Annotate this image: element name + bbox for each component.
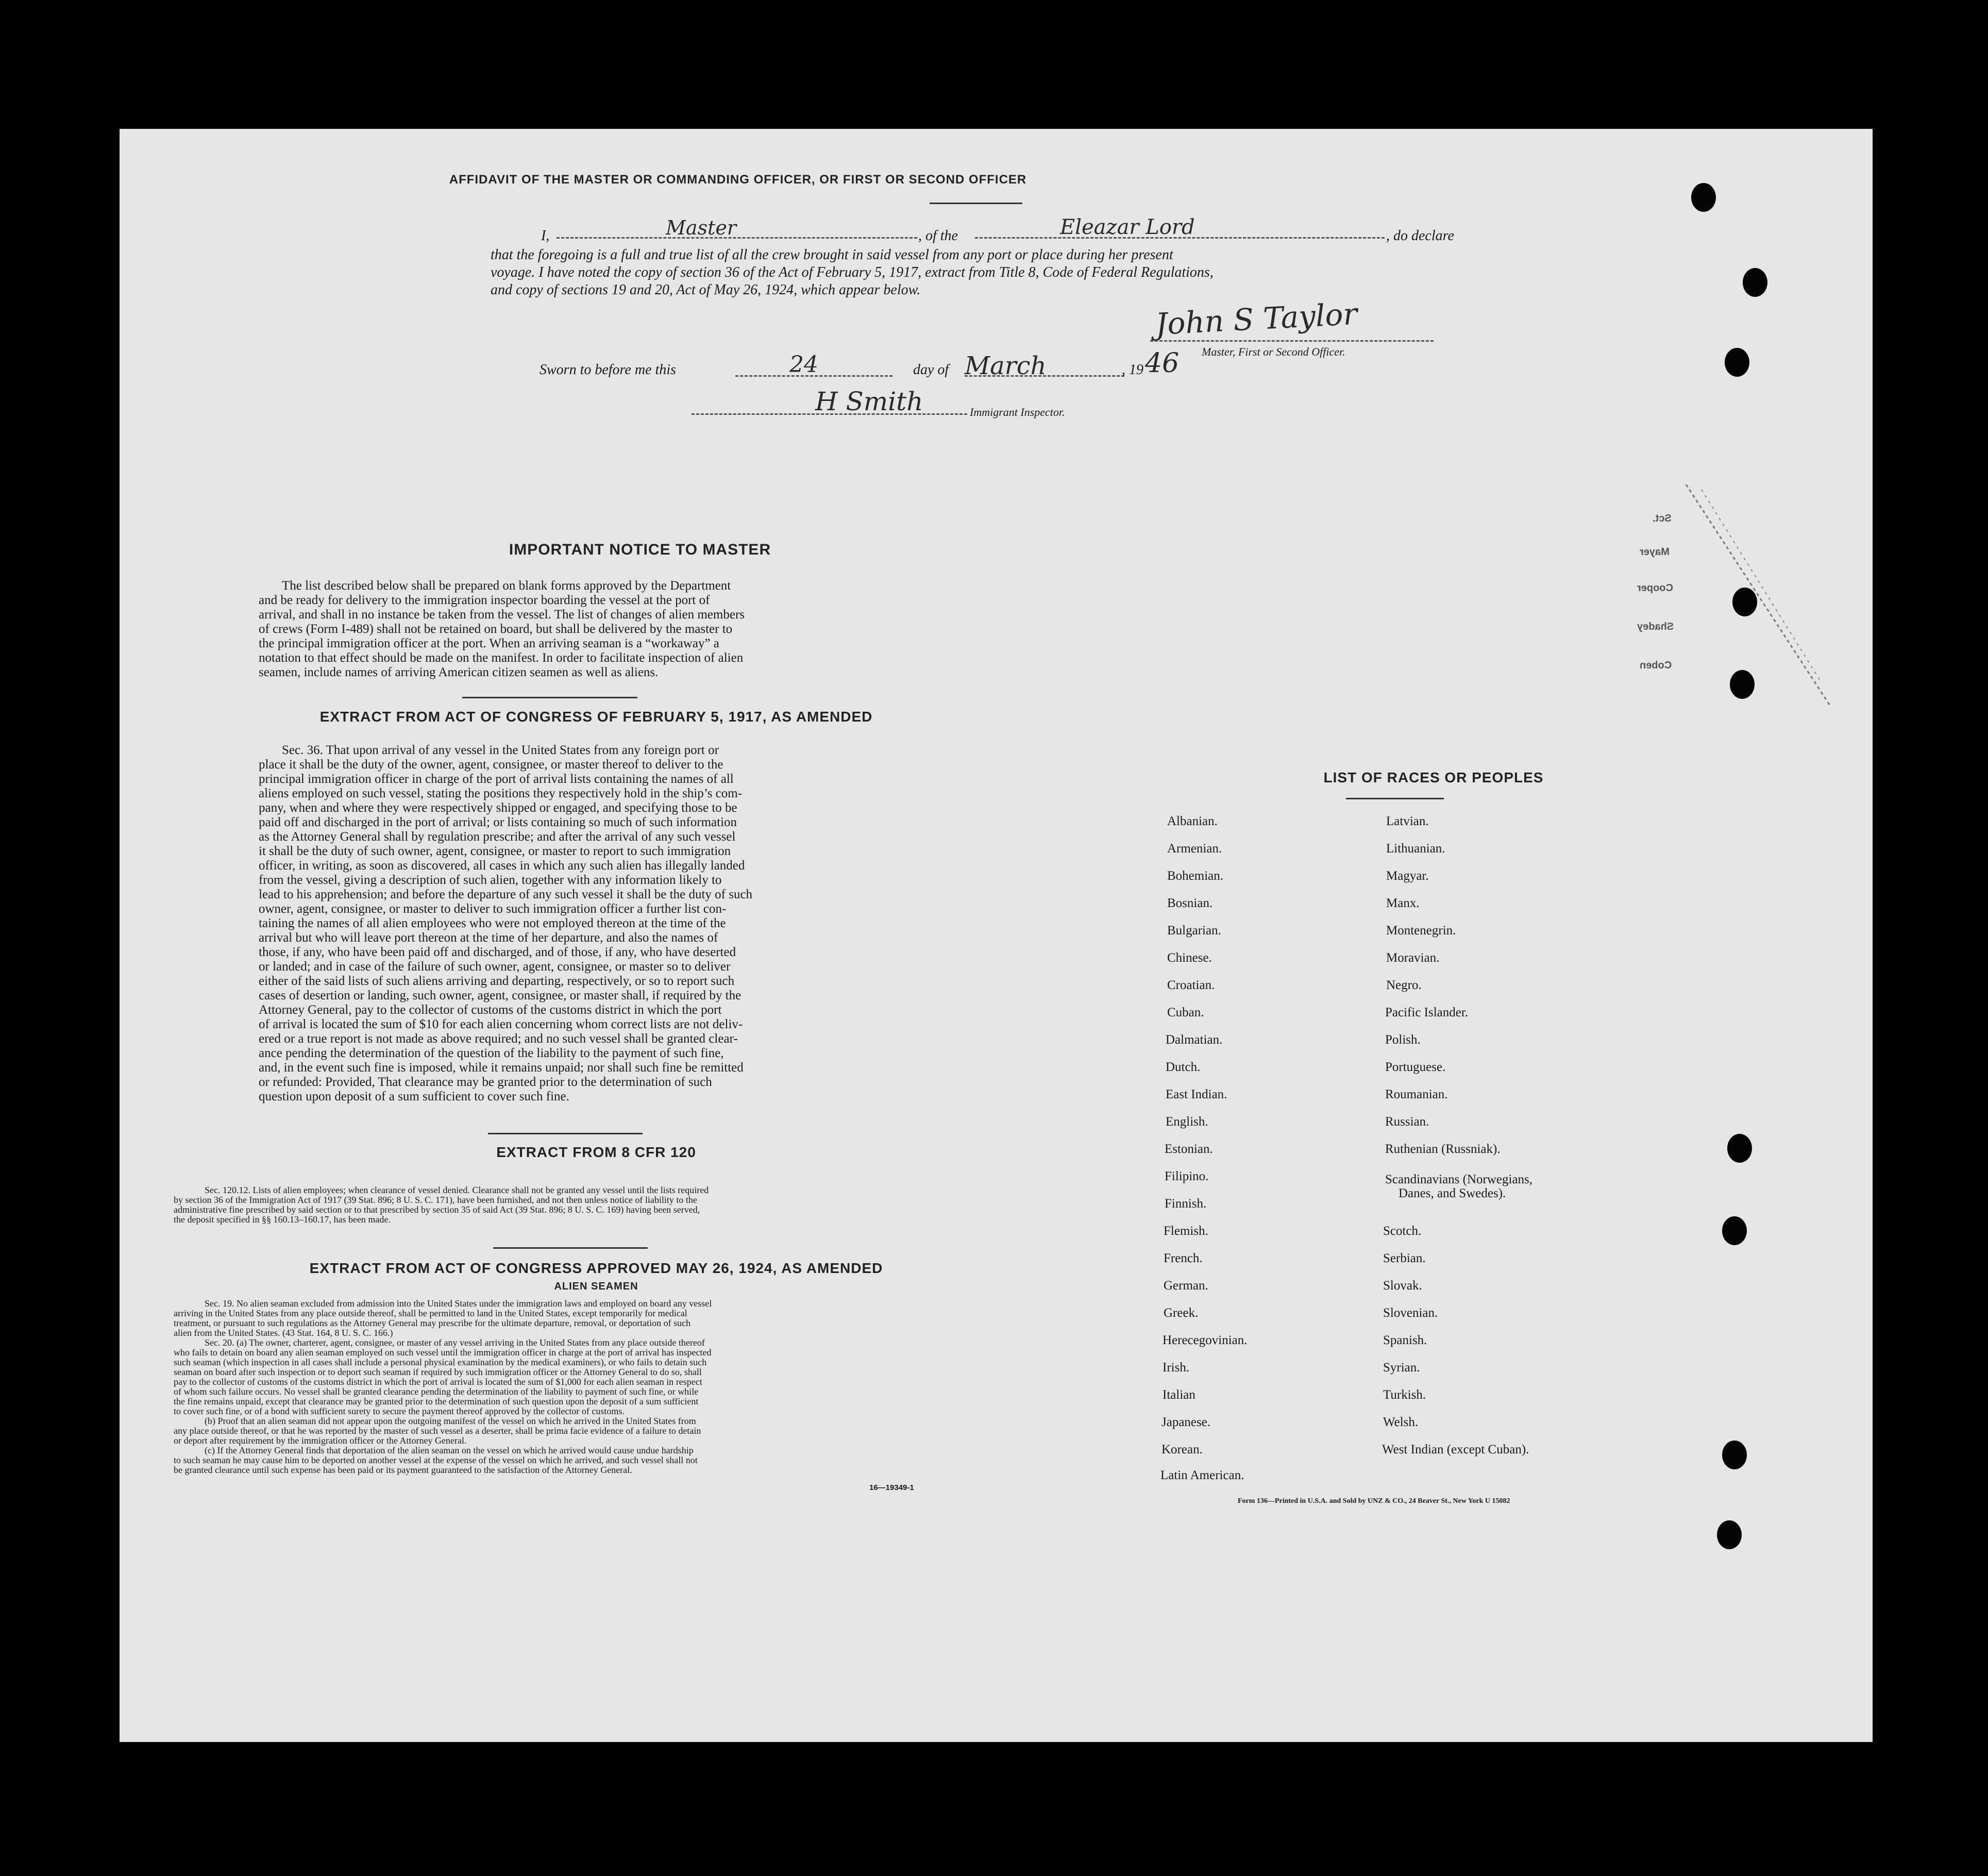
bleed-text: Cooper — [1637, 582, 1673, 594]
name-blank — [557, 237, 917, 239]
race-item: Syrian. — [1383, 1361, 1420, 1375]
month-value: March — [965, 351, 1047, 380]
extract-line: those, if any, who have been paid off and discharged, and of those, if any, who have deserted — [259, 945, 736, 959]
race-item: Scotch. — [1383, 1224, 1422, 1238]
extract-line: cases of desertion or landing, such owner, agent, consignee, or master shall, if required by the — [259, 989, 742, 1002]
race-item: Irish. — [1163, 1361, 1190, 1375]
extract-line: aliens employed on such vessel, stating the positions they respectively hold in the ship’s com- — [259, 786, 743, 800]
race-item: Moravian. — [1386, 951, 1440, 965]
extract-line: Sec. 36. That upon arrival of any vessel in the United States from any foreign port or — [282, 743, 719, 757]
extract-1917-rule — [488, 1133, 643, 1134]
cfr-line: by section 36 of the Immigration Act of 1917 (39 Stat. 896; 8 U. S. C. 171), have been furnished, and not then unless notice of liability to the — [174, 1195, 697, 1205]
bleed-text: Sct. — [1653, 513, 1672, 524]
vessel-value: Eleazar Lord — [1060, 215, 1195, 239]
notice-title: IMPORTANT NOTICE TO MASTER — [509, 541, 771, 558]
race-item: Armenian. — [1167, 842, 1222, 856]
seamen-line: treatment, or pursuant to such regulations as the Attorney General may prescribe for the ultimate departure, removal, or deportation of such — [174, 1318, 691, 1328]
race-item: Danes, and Swedes). — [1399, 1186, 1506, 1200]
do-declare-label: , do declare — [1386, 228, 1454, 244]
race-item: Portuguese. — [1385, 1060, 1446, 1074]
year-prefix: , 19 — [1122, 362, 1143, 378]
race-item: Italian — [1163, 1388, 1195, 1402]
seamen-line: of whom such failure occurs. No vessel shall be granted clearance pending the determination of the liability to payment of such fine, or while — [174, 1386, 699, 1397]
seamen-line: any place outside thereof, or that he was reported by the master of such vessel as a deserter, shall be prima facie evidence of a failure to detain — [174, 1426, 701, 1436]
punch-hole — [1725, 348, 1749, 377]
race-item: Herecegovinian. — [1163, 1333, 1248, 1347]
race-item: Finnish. — [1165, 1197, 1207, 1211]
extract-line: arrival but who will leave port thereon at the time of her departure, and also the names of — [259, 931, 718, 945]
affidavit-line: that the foregoing is a full and true list of all the crew brought in said vessel from any port or place during her present — [491, 247, 1173, 263]
affidavit-body — [491, 246, 1214, 299]
seamen-line: alien from the United States. (43 Stat. 164, 8 U. S. C. 166.) — [174, 1328, 393, 1338]
extract-line: question upon deposit of a sum sufficient to cover such fine. — [259, 1090, 569, 1103]
seamen-line: who fails to detain on board any alien seaman employed on such vessel until the immigration officer in charge at the port of arrival has inspected — [174, 1347, 712, 1358]
extract-line: or refunded: Provided, That clearance may be granted prior to the determination of such — [259, 1075, 712, 1089]
race-item: Magyar. — [1386, 869, 1429, 883]
notice-line: the principal immigration officer at the port. When an arriving seaman is a “workaway” a — [259, 636, 719, 650]
cfr-line: administrative fine prescribed by said section or to that prescribed by section 35 of said Act (39 Stat. 896; 8 U. S. C. 169) having been served, — [174, 1204, 700, 1215]
race-item: Japanese. — [1161, 1415, 1211, 1429]
race-item: Bulgarian. — [1167, 924, 1221, 937]
name-value: Master — [666, 216, 736, 239]
race-item: West Indian (except Cuban). — [1382, 1443, 1529, 1456]
race-item: Roumanian. — [1385, 1087, 1448, 1101]
extract-line: and, in the event such fine is imposed, while it remains unpaid; nor shall such fine be remitted — [259, 1061, 744, 1075]
extract-line: as the Attorney General shall by regulation prescribe; and after the arrival of any such vessel — [259, 830, 736, 844]
race-item: Latvian. — [1386, 814, 1429, 828]
race-item: Chinese. — [1167, 951, 1212, 965]
cfr-line: the deposit specified in §§ 160.13–160.17, has been made. — [174, 1214, 391, 1225]
master-signature: John S Taylor — [1154, 296, 1358, 342]
notice-rule — [462, 697, 637, 698]
notice-line: arrival, and shall in no instance be taken from the vessel. The list of changes of alien members — [259, 608, 745, 622]
notice-line: seamen, include names of arriving American citizen seamen as well as aliens. — [259, 665, 659, 679]
extract-line: owner, agent, consignee, or master to deliver to such immigration officer a further list con- — [259, 902, 727, 916]
race-item: German. — [1164, 1279, 1208, 1293]
punch-hole — [1732, 588, 1757, 616]
affidavit-title: AFFIDAVIT OF THE MASTER OR COMMANDING OFFICER, OR FIRST OR SECOND OFFICER — [449, 173, 1027, 187]
race-item: Manx. — [1386, 896, 1420, 910]
sworn-label: Sworn to before me this — [540, 362, 676, 378]
notice-line: and be ready for delivery to the immigration inspector boarding the vessel at the port of — [259, 593, 710, 607]
race-item: Korean. — [1161, 1443, 1203, 1456]
races-rule — [1346, 798, 1444, 799]
race-item: Bosnian. — [1167, 896, 1213, 910]
race-item: Albanian. — [1167, 814, 1218, 828]
seamen-line: (b) Proof that an alien seaman did not appear upon the outgoing manifest of the vessel on which he arrived in the United States from — [205, 1416, 696, 1426]
race-item: Croatian. — [1167, 978, 1215, 992]
race-item: English. — [1166, 1115, 1208, 1129]
race-item: Bohemian. — [1167, 869, 1224, 883]
race-item: Scandinavians (Norwegians, — [1385, 1172, 1533, 1186]
extract-1924-body — [174, 1299, 1042, 1475]
punch-hole — [1727, 1134, 1752, 1163]
extract-line: from the vessel, giving a description of such alien, together with any information likely to — [259, 873, 722, 887]
race-item: Welsh. — [1383, 1415, 1419, 1429]
race-item: Lithuanian. — [1386, 842, 1445, 856]
race-item: Ruthenian (Russniak). — [1385, 1142, 1501, 1156]
extract-line: ered or a true report is not made as above required; and no such vessel shall be granted clear- — [259, 1032, 738, 1046]
document-page — [120, 129, 1873, 1742]
race-item: Dutch. — [1166, 1060, 1201, 1074]
extract-1924-subtitle: ALIEN SEAMEN — [554, 1281, 638, 1292]
extract-1917-body — [259, 743, 970, 1104]
affidavit-line: and copy of sections 19 and 20, Act of May 26, 1924, which appear below. — [491, 282, 921, 298]
punch-hole — [1722, 1440, 1747, 1469]
cfr-line: Sec. 120.12. Lists of alien employees; when clearance of vessel denied. Clearance shall not be granted any vessel until the lists required — [205, 1185, 709, 1195]
extract-line: either of the said lists of such aliens arriving and departing, respectively, or so to report such — [259, 974, 735, 988]
extract-line: it shall be the duty of such owner, agent, consignee, or master to report to such immigration — [259, 844, 731, 858]
punch-hole — [1722, 1216, 1747, 1245]
notice-line: The list described below shall be prepared on blank forms approved by the Department — [282, 579, 731, 593]
race-item: Serbian. — [1383, 1251, 1426, 1265]
extract-1917-title: EXTRACT FROM ACT OF CONGRESS OF FEBRUARY 5, 1917, AS AMENDED — [319, 709, 873, 725]
extract-cfr-rule — [493, 1247, 648, 1249]
form-code: 16—19349-1 — [869, 1483, 914, 1492]
affidavit-line: voyage. I have noted the copy of section 36 of the Act of February 5, 1917, extract from Title 8, Code of Federal Regulations, — [491, 264, 1214, 280]
punch-hole — [1717, 1520, 1742, 1549]
race-item: Polish. — [1385, 1033, 1421, 1047]
signature-blank — [1150, 340, 1434, 342]
extract-line: paid off and discharged in the port of arrival; or lists containing so much of such information — [259, 815, 737, 829]
extract-line: lead to his apprehension; and before the departure of any such vessel it shall be the duty of such — [259, 887, 753, 901]
race-item: Cuban. — [1167, 1006, 1204, 1019]
race-item: Montenegrin. — [1386, 924, 1456, 937]
extract-line: officer, in writing, as soon as discovered, all cases in which any such alien has illegally landed — [259, 859, 745, 873]
race-item: Spanish. — [1383, 1333, 1427, 1347]
seamen-line: (c) If the Attorney General finds that deportation of the alien seaman on the vessel on which he arrived would cause undue hardship — [205, 1445, 694, 1455]
race-item: Slovak. — [1383, 1279, 1422, 1293]
seamen-line: pay to the collector of customs of the customs district in which the port of arrival is located the sum of $1,000 for each alien seaman in respect — [174, 1377, 702, 1387]
race-item: East Indian. — [1166, 1087, 1227, 1101]
bleed-text: Mayer — [1640, 546, 1670, 558]
race-item: Russian. — [1385, 1115, 1429, 1129]
extract-line: Attorney General, pay to the collector of customs of the customs district in which the port — [259, 1003, 722, 1017]
punch-hole — [1743, 268, 1767, 297]
race-item: Pacific Islander. — [1385, 1006, 1469, 1019]
seamen-line: arriving in the United States from any place outside thereof, shall be permitted to land in the United States, except temporarily for medical — [174, 1308, 687, 1318]
race-item: Slovenian. — [1383, 1306, 1438, 1320]
punch-hole — [1730, 670, 1755, 699]
extract-line: place it shall be the duty of the owner, agent, consignee, or master thereof to deliver to the — [259, 758, 723, 772]
extract-line: pany, when and where they were respectively shipped or engaged, and specifying those to be — [259, 801, 737, 815]
race-item: French. — [1164, 1251, 1203, 1265]
extract-cfr-title: EXTRACT FROM 8 CFR 120 — [496, 1144, 696, 1160]
race-item: Estonian. — [1165, 1142, 1213, 1156]
notice-line: notation to that effect should be made on the manifest. In order to facilitate inspection of alien — [259, 651, 744, 665]
seamen-line: be granted clearance until such expense has been paid or its payment guaranteed to the satisfaction of the Attorney General. — [174, 1465, 632, 1475]
extract-line: or landed; and in case of the failure of such owner, agent, consignee, or master so to deliver — [259, 960, 731, 974]
bleed-text: Shadey — [1637, 621, 1674, 632]
footer-imprint: Form 136—Printed in U.S.A. and Sold by UNZ & CO., 24 Beaver St., New York U 15082 — [1238, 1497, 1510, 1505]
bleed-fold-lines — [1681, 484, 1835, 711]
race-item: Turkish. — [1383, 1388, 1426, 1402]
races-title: LIST OF RACES OR PEOPLES — [1323, 769, 1544, 785]
race-item: Greek. — [1164, 1306, 1199, 1320]
seamen-line: such seaman (which inspection in all cases shall include a personal physical examination by the medical examiners), or who fails to detain such — [174, 1357, 707, 1367]
inspector-signature: H Smith — [815, 387, 923, 416]
seamen-line: to cover such fine, or of a bond with sufficient surety to secure the payment thereof approved by the collector of customs. — [174, 1406, 625, 1416]
seamen-line: seaman on board after such inspection or to deport such seaman if required by such immigration officer or the Attorney General to do so, shall — [174, 1367, 702, 1377]
extract-line: principal immigration officer in charge of the port of arrival lists containing the names of all — [259, 772, 734, 786]
race-item: Filipino. — [1165, 1169, 1209, 1183]
signature-caption: Master, First or Second Officer. — [1202, 345, 1345, 358]
of-the-label: , of the — [918, 228, 958, 244]
race-item: Flemish. — [1164, 1224, 1208, 1238]
extract-line: taining the names of all alien employees who were not employed thereon at the time of the — [259, 916, 726, 930]
extract-line: ance pending the determination of the question of the liability to the payment of such fine, — [259, 1046, 724, 1060]
seamen-line: Sec. 20. (a) The owner, charterer, agent, consignee, or master of any vessel arriving in the United States from any place outside thereof — [205, 1337, 705, 1348]
race-item: Negro. — [1386, 978, 1422, 992]
seamen-line: or deport after requirement by the immigration officer or the Attorney General. — [174, 1435, 467, 1446]
bleed-text: Coben — [1640, 660, 1672, 671]
extract-cfr-body — [174, 1185, 1042, 1225]
race-item: Dalmatian. — [1166, 1033, 1223, 1047]
seamen-line: to such seaman he may cause him to be deported on another vessel at the expense of the vessel on which he arrived, and such vessel shall not — [174, 1455, 698, 1465]
seamen-line: Sec. 19. No alien seaman excluded from admission into the United States under the immigration laws and employed on board any vessel — [205, 1298, 712, 1309]
punch-hole — [1691, 183, 1716, 212]
extract-1924-title: EXTRACT FROM ACT OF CONGRESS APPROVED MAY 26, 1924, AS AMENDED — [309, 1260, 883, 1276]
year-value: 46 — [1145, 348, 1180, 379]
race-item: Latin American. — [1160, 1468, 1244, 1482]
i-label: I, — [541, 228, 550, 244]
inspector-caption: Immigrant Inspector. — [970, 406, 1065, 418]
day-value: 24 — [789, 351, 818, 378]
notice-body — [259, 579, 970, 680]
day-of-label: day of — [913, 362, 949, 378]
title-rule — [930, 203, 1022, 204]
notice-line: of crews (Form I-489) shall not be retained on board, but shall be delivered by the master to — [259, 622, 733, 636]
seamen-line: the fine remains unpaid, except that clearance may be granted prior to the determination of such question upon the deposit of a sum sufficient — [174, 1396, 699, 1406]
extract-line: of arrival is located the sum of $10 for each alien concerning whom correct lists are not deliv- — [259, 1017, 743, 1031]
